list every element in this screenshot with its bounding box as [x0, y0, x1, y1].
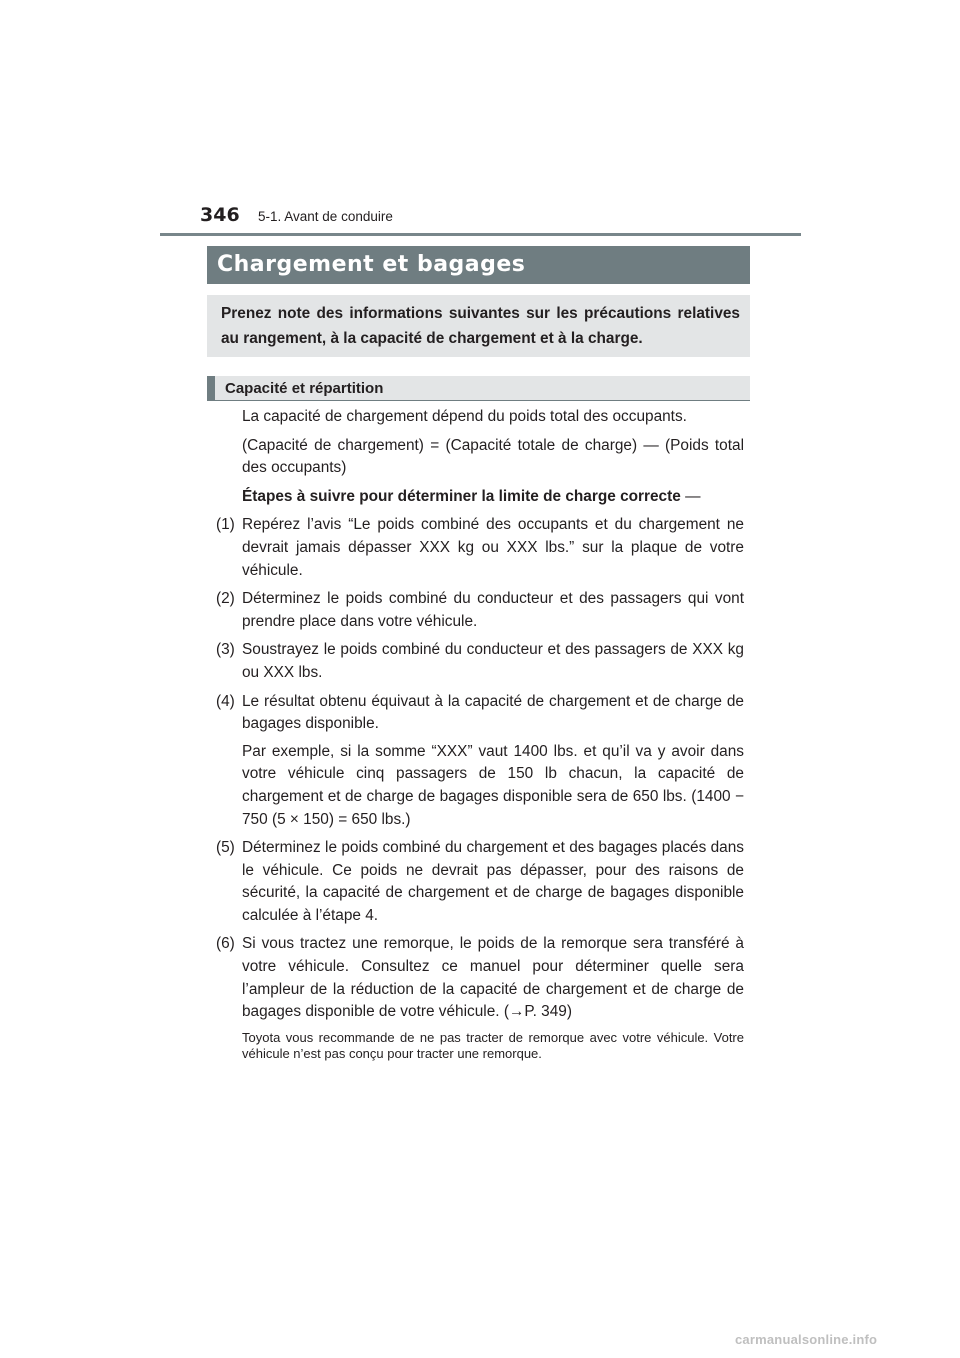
- step-item: [216, 691, 744, 736]
- step-number: (4): [216, 692, 235, 710]
- subheading: Capacité et répartition: [225, 380, 384, 397]
- paragraph-steps-heading: [216, 486, 744, 509]
- section-reference: 5-1. Avant de conduire: [258, 209, 393, 224]
- paragraph-capacity: La capacité de chargement dépend du poids total des occupants.: [242, 408, 687, 425]
- body-content: [216, 406, 744, 1076]
- intro-box: [207, 295, 750, 357]
- page-number: 346: [200, 204, 240, 226]
- paragraph-formula: (Capacité de chargement) = (Capacité totale de charge) — (Poids total des occupants): [242, 436, 744, 477]
- step-item: [216, 588, 744, 633]
- step-number: (1): [216, 516, 235, 534]
- step-number: (3): [216, 641, 235, 659]
- step-number: (5): [216, 839, 235, 857]
- recommendation-note: Toyota vous recommande de ne pas tracter de remorque avec votre véhicule. Votre véhicule n’est pas conçu pour tracter une remorque.: [242, 1029, 744, 1062]
- step-item: [216, 933, 744, 1023]
- step-text: Le résultat obtenu équivaut à la capacité de chargement et de charge de bagages disponible.: [242, 692, 744, 733]
- subheading-bar: [207, 376, 750, 401]
- title-bar: [207, 246, 750, 284]
- steps-heading-text: Étapes à suivre pour déterminer la limite de charge correcte: [242, 487, 681, 505]
- step-text: Soustrayez le poids combiné du conducteur et des passagers de XXX kg ou XXX lbs.: [242, 641, 744, 681]
- intro-text: Prenez note des informations suivantes sur les précautions relatives au rangement, à la capacité de chargement et à la charge.: [221, 305, 740, 347]
- step-text: Repérez l’avis “Le poids combiné des occupants et du chargement ne devrait jamais dépasser XXX kg ou XXX lbs.” sur la plaque de votre véhicule.: [242, 516, 744, 579]
- step-item: [216, 837, 744, 927]
- step-item: [216, 514, 744, 582]
- watermark: carmanualsonline.info: [735, 1332, 878, 1347]
- page-title: Chargement et bagages: [217, 252, 526, 277]
- step-text: Déterminez le poids combiné du chargement et des bagages placés dans le véhicule. Ce poids ne devrait pas dépasser, pour des raisons de sécurité, la capacité de chargement et de charge de bagages disponible calculée à l’étape 4.: [242, 839, 744, 924]
- step-text: Si vous tractez une remorque, le poids de la remorque sera transféré à votre véhicule. Consultez ce manuel pour déterminer quelle sera l’ampleur de la réduction de la capacité de chargement et de charge de bagages disponible de votre véhicule. (→P. 349): [242, 935, 744, 1021]
- example-paragraph: Par exemple, si la somme “XXX” vaut 1400 lbs. et qu’il va y avoir dans votre véhicule cinq passagers de 150 lb chacun, la capacité de chargement et de charge de bagages disponible sera de 650 lbs. (1400 − 750 (5 × 150) = 650 lbs.): [242, 742, 744, 828]
- step-number: (6): [216, 935, 235, 953]
- header-divider: [160, 233, 801, 236]
- step-text: Déterminez le poids combiné du conducteur et des passagers qui vont prendre place dans votre véhicule.: [242, 590, 744, 630]
- steps-heading-dash: —: [680, 487, 701, 505]
- step-item: [216, 639, 744, 684]
- step-number: (2): [216, 590, 235, 608]
